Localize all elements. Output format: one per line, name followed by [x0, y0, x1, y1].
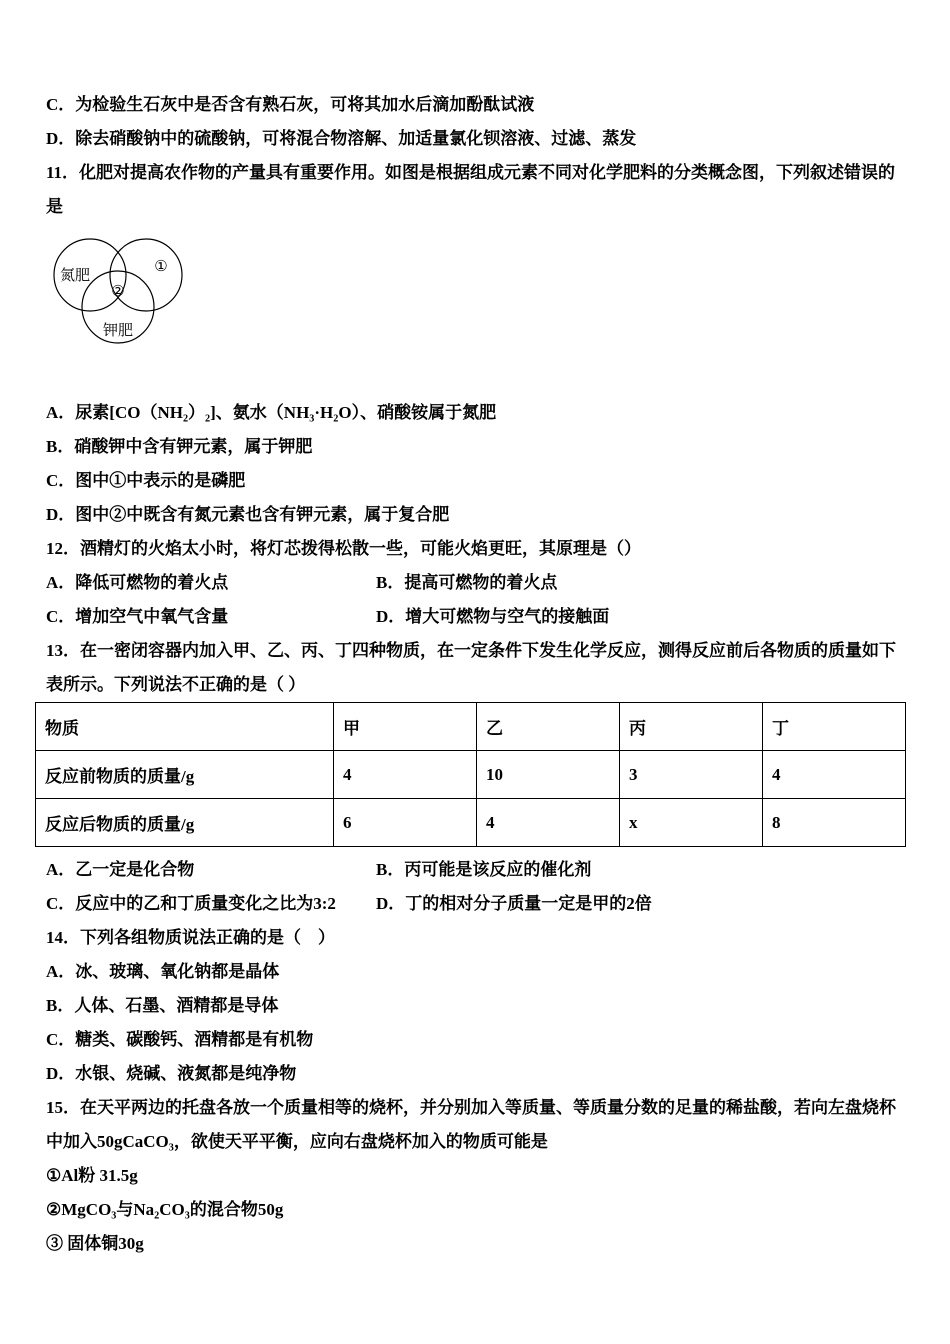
- q11-option-a: A．尿素[CO（NH₂）₂]、氨水（NH₃·H₂O）、硝酸铵属于氮肥: [46, 403, 497, 422]
- q15-item-3: ③ 固体铜30g: [46, 1234, 144, 1253]
- q13-mass-table: [35, 702, 906, 847]
- q11-venn-diagram: [48, 236, 905, 352]
- q14-option-b: B．人体、石墨、酒精都是导体: [46, 996, 279, 1015]
- q11-stem: 11．化肥对提高农作物的产量具有重要作用。如图是根据组成元素不同对化学肥料的分类概念图，下列叙述错误的是: [46, 163, 896, 216]
- venn-diagram-svg: [48, 236, 198, 352]
- q15-stem: 15．在天平两边的托盘各放一个质量相等的烧杯，并分别加入等质量、等质量分数的足量的稀盐酸，若向左盘烧杯中加入50gCaCO₃，欲使天平平衡，应向右盘烧杯加入的物质可能是: [46, 1098, 896, 1151]
- table-cell-before-bing: 3: [620, 751, 763, 799]
- q12-options-row-ab: [46, 566, 905, 600]
- q13-option-a: A．乙一定是化合物: [46, 860, 195, 879]
- table-cell-before-ding: 4: [763, 751, 906, 799]
- table-header-bing: 丙: [620, 703, 763, 751]
- q12-option-a: A．降低可燃物的着火点: [46, 573, 229, 592]
- table-header-yi: 乙: [477, 703, 620, 751]
- table-row-before: [36, 751, 906, 799]
- table-header-jia: 甲: [334, 703, 477, 751]
- q12-option-d: D．增大可燃物与空气的接触面: [376, 607, 610, 626]
- table-row-after: [36, 799, 906, 847]
- table-header-ding: 丁: [763, 703, 906, 751]
- table-cell-after-ding: 8: [763, 799, 906, 847]
- venn-label-potassium: 钾肥: [102, 323, 134, 339]
- q11-option-c: C．图中①中表示的是磷肥: [46, 471, 246, 490]
- q14-stem: 14．下列各组物质说法正确的是（ ）: [46, 928, 335, 947]
- table-header-row: [36, 703, 906, 751]
- q10-option-c: C．为检验生石灰中是否含有熟石灰，可将其加水后滴加酚酞试液: [46, 95, 535, 114]
- table-cell-after-yi: 4: [477, 799, 620, 847]
- q12-options-row-cd: [46, 600, 905, 634]
- q14-option-c: C．糖类、碳酸钙、酒精都是有机物: [46, 1030, 314, 1049]
- venn-label-nitrogen: 氮肥: [59, 268, 91, 284]
- table-cell-before-label: 反应前物质的质量/g: [36, 751, 334, 799]
- table-cell-after-jia: 6: [334, 799, 477, 847]
- q12-option-b: B．提高可燃物的着火点: [376, 573, 558, 592]
- q12-stem: 12．酒精灯的火焰太小时，将灯芯拨得松散一些，可能火焰更旺，其原理是（）: [46, 539, 641, 558]
- q12-option-c: C．增加空气中氧气含量: [46, 607, 229, 626]
- q11-option-d: D．图中②中既含有氮元素也含有钾元素，属于复合肥: [46, 505, 450, 524]
- q14-option-d: D．水银、烧碱、液氮都是纯净物: [46, 1064, 297, 1083]
- table-cell-before-yi: 10: [477, 751, 620, 799]
- table-cell-after-label: 反应后物质的质量/g: [36, 799, 334, 847]
- q13-options-row-cd: [46, 887, 905, 921]
- q15-item-2: ②MgCO₃与Na₂CO₃的混合物50g: [46, 1200, 284, 1219]
- q14-option-a: A．冰、玻璃、氧化钠都是晶体: [46, 962, 280, 981]
- table-cell-after-bing: x: [620, 799, 763, 847]
- venn-label-circled-one: ①: [154, 259, 168, 275]
- q13-option-d: D．丁的相对分子质量一定是甲的2倍: [376, 894, 652, 913]
- q13-option-b: B．丙可能是该反应的催化剂: [376, 860, 592, 879]
- venn-label-circled-two: ②: [111, 284, 125, 300]
- q13-option-c: C．反应中的乙和丁质量变化之比为3:2: [46, 894, 336, 913]
- q13-options-row-ab: [46, 853, 905, 887]
- q10-option-d: D．除去硝酸钠中的硫酸钠，可将混合物溶解、加适量氯化钡溶液、过滤、蒸发: [46, 129, 637, 148]
- table-cell-before-jia: 4: [334, 751, 477, 799]
- q13-stem: 13．在一密闭容器内加入甲、乙、丙、丁四种物质，在一定条件下发生化学反应，测得反应前后各物质的质量如下表所示。下列说法不正确的是（ ）: [46, 641, 896, 694]
- q11-option-b: B．硝酸钾中含有钾元素，属于钾肥: [46, 437, 313, 456]
- table-header-substance: 物质: [36, 703, 334, 751]
- q15-item-1: ①Al粉 31.5g: [46, 1166, 138, 1185]
- venn-circle-one: [110, 239, 182, 311]
